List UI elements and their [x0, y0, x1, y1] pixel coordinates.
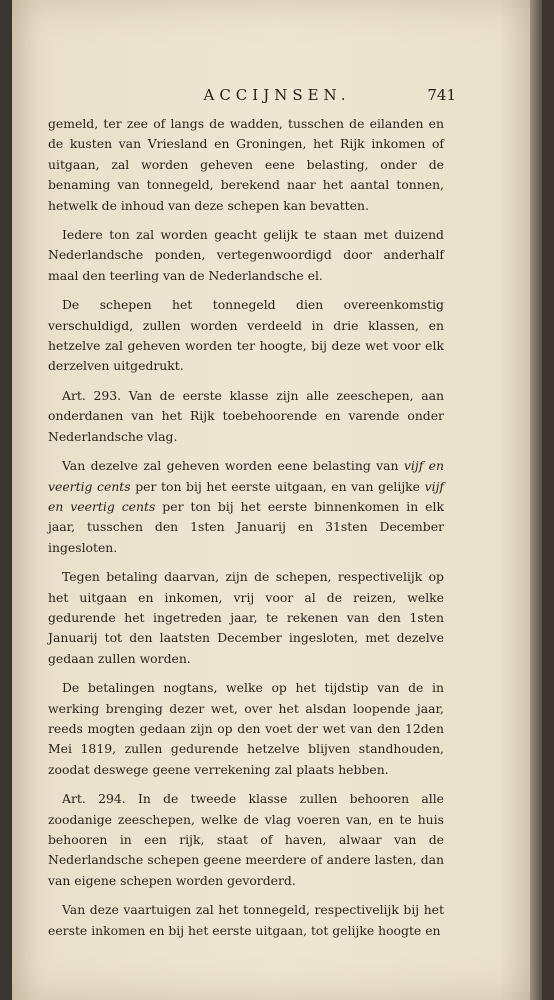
running-title: ACCIJNSEN. [203, 86, 351, 104]
paragraph-prior-payments: De betalingen nogtans, welke op het tijdstip van de in werking brenging dezer wet, over het alsdan loopende jaar, reeds mogten gedaan zijn op den voet der wet van den 12den Mei 1819, zullen gedurende hetzelve blijven standhouden, zoodat deswege geene verrekening zal plaats hebben. [48, 680, 444, 777]
paragraph-classes: De schepen het tonnegeld dien overeenkomstig verschuldigd, zullen worden verdeeld in drie klassen, en hetzelve zal geheven worden ter hoogte, bij deze wet voor elk derzelven uitgedrukt. [48, 297, 444, 374]
paragraph-continuation: gemeld, ter zee of langs de wadden, tusschen de eilanden en de kusten van Vriesland en Groningen, het Rijk inkomen of uitgaan, zal worden geheven eene belasting, onder de benaming van tonnegeld, berekend naar het aantal tonnen, hetwelk de inhoud van deze schepen kan bevatten. [48, 116, 444, 213]
tax-rate-amount-1: vijf en veertig cents [48, 458, 444, 494]
paragraph-ton-definition: Iedere ton zal worden geacht gelijk te staan met duizend Nederlandsche ponden, vertegenwoordigd door anderhalf maal den teerling van de Nederlandsche el. [48, 227, 444, 283]
paragraph-second-class-rate: Van deze vaartuigen zal het tonnegeld, respectivelijk bij het eerste inkomen en bij het eerste uitgaan, tot gelijke hoogte en [48, 902, 444, 938]
page-header [12, 86, 542, 110]
paragraph-article-294: Art. 294. In de tweede klasse zullen behooren alle zoodanige zeeschepen, welke de vlag voeren van, en te huis behooren in een rijk, staat of haven, alwaar van de Nederlandsche schepen geene meerdere of andere lasten, dan van eigene schepen worden gevorderd. [48, 791, 444, 888]
page-number: 741 [427, 86, 456, 104]
paragraph-payment-exemption: Tegen betaling daarvan, zijn de schepen, respectivelijk op het uitgaan en inkomen, vrij voor al de reizen, welke gedurende het ingetreden jaar, te rekenen van den 1sten Januarij tot den laatsten December ingesloten, met dezelve gedaan zullen worden. [48, 569, 444, 666]
tax-rate-amount-2: vijf en veertig cents [48, 478, 444, 514]
tax-rate-text-1: Van dezelve zal geheven worden eene belasting van [62, 458, 404, 474]
tax-rate-text-3: per ton bij het eerste binnenkomen in elk jaar, tusschen den 1sten Januarij en 31sten December ingesloten. [48, 498, 444, 555]
page-gutter [530, 0, 542, 1000]
book-page [12, 0, 542, 1000]
body-text [48, 114, 444, 950]
tax-rate-text-2: per ton bij het eerste uitgaan, en van gelijke [130, 478, 425, 494]
paragraph-tax-rate [48, 456, 444, 558]
paragraph-article-293: Art. 293. Van de eerste klasse zijn alle zeeschepen, aan onderdanen van het Rijk toebehoorende en varende onder Nederlandsche vlag. [48, 387, 444, 444]
